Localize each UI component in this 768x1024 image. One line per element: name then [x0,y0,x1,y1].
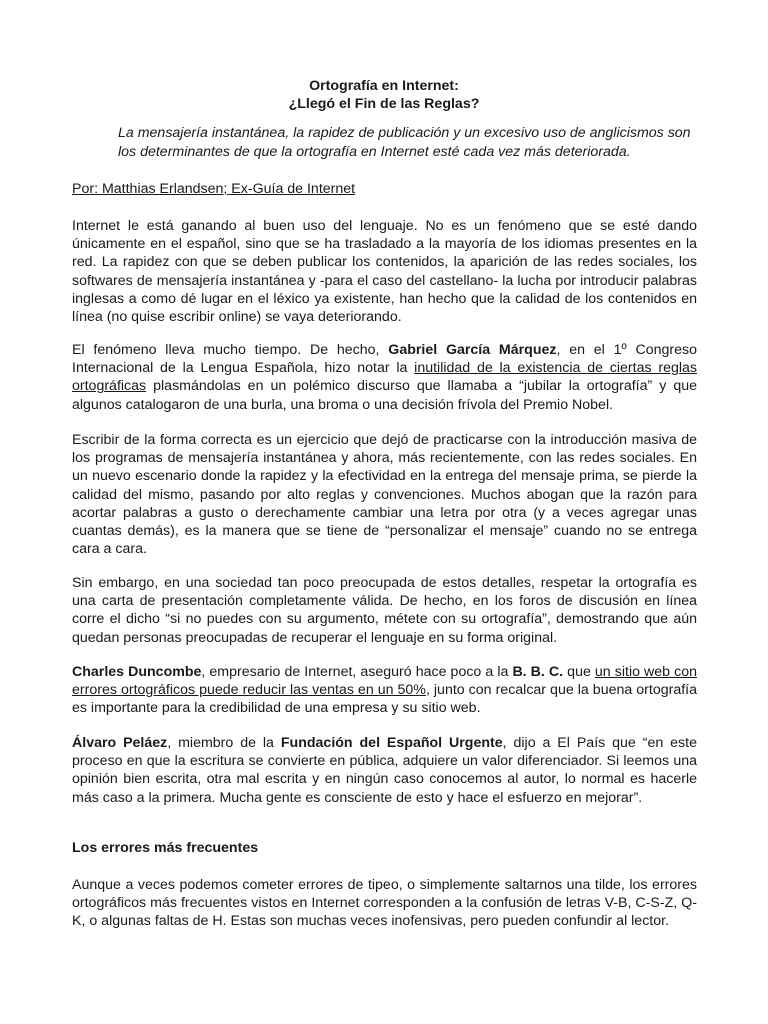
paragraph-4: Sin embargo, en una sociedad tan poco preocupada de estos detalles, respetar la ortografía es una carta de presentación completamente válida. De hecho, en los foros de discusión en línea corre el dicho “si no puedes con su argumento, métete con su ortografía”, demostrando que aún quedan personas preocupadas de recuperar el lenguaje en su forma original. [72,575,697,646]
name-bbc: B. B. C. [512,664,564,680]
byline: Por: Matthias Erlandsen; Ex-Guía de Internet [72,181,356,197]
paragraph-1: Internet le está ganando al buen uso del lenguaje. No es un fenómeno que se esté dando únicamente en el español, sino que se ha trasladado a la mayoría de los idiomas presentes en la red. La rapidez con que se deben publicar los contenidos, la aparición de las redes sociales, los softwares de mensajería instantánea y -para el caso del castellano- la lucha por introducir palabras inglesas a como dé lugar en el léxico ya existente, han hecho que la calidad de los contenidos en línea (no quise escribir online) se vaya deteriorando. [72,218,697,326]
p2-text-d: plasmándolas en un polémico discurso que llamaba a “jubilar la ortografía” y que algunos catalogaron de una burla, una broma o una decisión frívola del Premio Nobel. [72,378,697,413]
link-inutilidad-reglas[interactable]: inutilidad de la existencia de ciertas reglas ortográficas [72,360,697,395]
name-charles-duncombe: Charles Duncombe [72,664,202,680]
lead-paragraph: La mensajería instantánea, la rapidez de publicación y un excesivo uso de anglicismos son los determinantes de que la ortografía en Internet esté cada vez más deteriorada. [118,125,691,160]
paragraph-2 [72,341,697,414]
author-name-garcia-marquez: Gabriel García Márquez [388,342,557,358]
p6-text-c: , dijo a El País que “en este proceso en que la escritura se convierte en pública, adquiere un valor diferenciador. Si leemos una opinión bien escrita, otra mal escrita y en ningún caso conocemos al autor, lo normal es hacerle más caso a la primera. Mucha gente es consciente de esto y hace el esfuerzo en mejorar”. [72,735,697,806]
paragraph-5 [72,663,697,718]
p5-text-a: , empresario de Internet, aseguró hace poco a la [201,664,513,680]
paragraph-6 [72,734,697,807]
name-alvaro-pelaez: Álvaro Peláez [72,735,168,751]
document-subtitle: ¿Llegó el Fin de las Reglas? [288,96,480,112]
p2-text-a: El fenómeno lleva mucho tiempo. De hecho, [72,342,389,358]
p2-text-c: , en el 1º Congreso Internacional de la Lengua Española, hizo notar la [72,342,697,377]
section-heading: Los errores más frecuentes [72,840,259,856]
link-sitio-web-errores[interactable]: un sitio web con errores ortográficos puede reducir las ventas en un 50% [72,664,698,699]
paragraph-3: Escribir de la forma correcta es un ejercicio que dejó de practicarse con la introducción masiva de los programas de mensajería instantánea y ahora, más recientemente, con las redes sociales. En un nuevo escenario donde la rapidez y la efectividad en la entrega del mensaje prima, se pierde la calidad del mismo, pasando por alto reglas y convenciones. Muchos abogan que la razón para acortar palabras a gusto o derechamente cambiar una letra por otra (y a veces agregar unas cuantas demás), es la manera que se tiene de “personalizar el mensaje” cuando no se entrega cara a cara. [72,432,697,558]
paragraph-7: Aunque a veces podemos cometer errores de tipeo, o simplemente saltarnos una tilde, los errores ortográficos más frecuentes vistos en Internet corresponden a la confusión de letras V-B, C-S-Z, Q-K, o algunas faltas de H. Estas son muchas veces inofensivas, pero pueden confundir al lector. [72,877,697,930]
document-title: Ortografía en Internet: [309,78,459,94]
p6-text-a: , miembro de la [167,735,281,751]
p5-text-c: que [563,664,595,680]
name-fundacion-espanol-urgente: Fundación del Español Urgente [280,735,503,751]
p5-text-d: , junto con recalcar que la buena ortografía es importante para la credibilidad de una empresa y su sitio web. [72,682,698,717]
